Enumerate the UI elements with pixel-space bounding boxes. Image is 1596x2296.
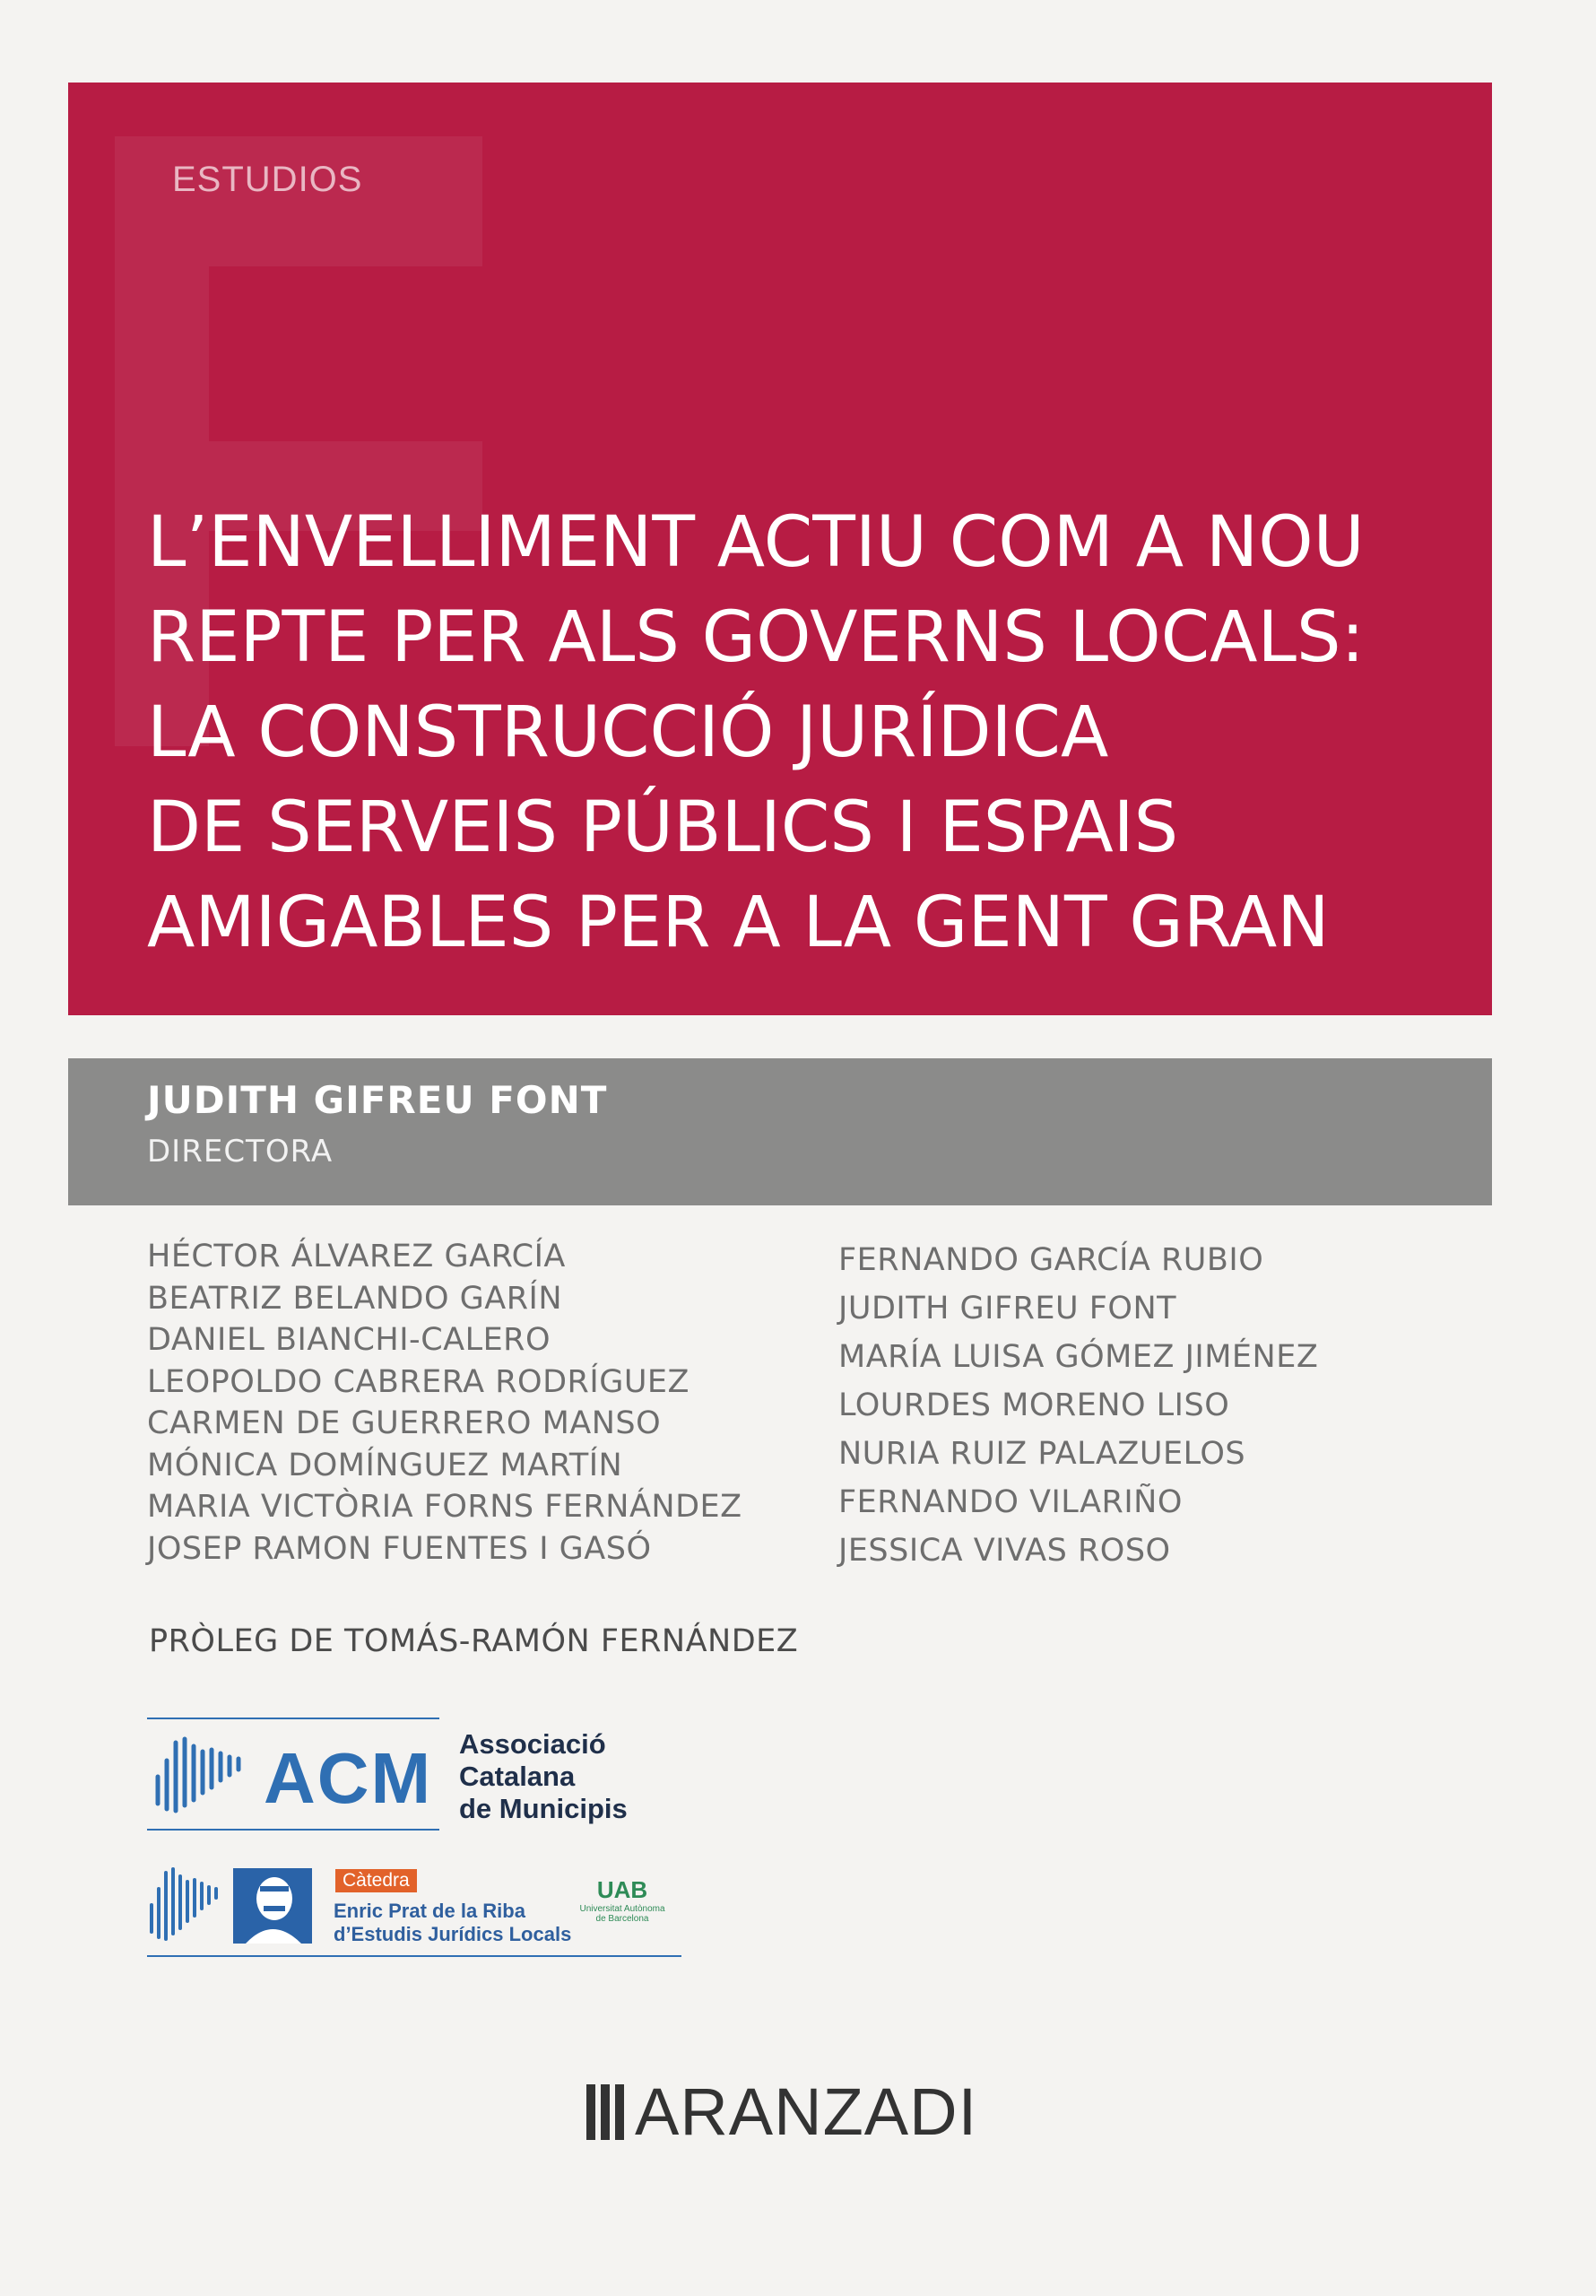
catedra-tag: Càtedra bbox=[335, 1869, 417, 1892]
acm-name-line: Catalana bbox=[459, 1761, 576, 1792]
contributor-name: LEOPOLDO CABRERA RODRÍGUEZ bbox=[147, 1363, 690, 1400]
acm-name-line: de Municipis bbox=[459, 1793, 628, 1824]
title-line: AMIGABLES PER A LA GENT GRAN bbox=[147, 883, 1330, 963]
catalonia-map-icon bbox=[147, 1866, 222, 1943]
director-role: DIRECTORA bbox=[147, 1134, 334, 1170]
publisher-bars-icon bbox=[586, 2084, 631, 2140]
contributor-name: MÓNICA DOMÍNGUEZ MARTÍN bbox=[147, 1447, 623, 1483]
director-name: JUDITH GIFREU FONT bbox=[147, 1078, 608, 1122]
contributor-name: HÉCTOR ÁLVAREZ GARCÍA bbox=[147, 1239, 566, 1274]
uab-full-name-line: Universitat Autònoma bbox=[579, 1904, 665, 1914]
title-panel bbox=[68, 83, 1492, 1015]
series-label: ESTUDIOS bbox=[172, 160, 363, 199]
director-band bbox=[68, 1058, 1492, 1205]
contributor-name: BEATRIZ BELANDO GARÍN bbox=[147, 1280, 563, 1317]
contributor-name: CARMEN DE GUERRERO MANSO bbox=[147, 1405, 662, 1441]
contributor-name: DANIEL BIANCHI-CALERO bbox=[147, 1322, 551, 1358]
contributor-name: JUDITH GIFREU FONT bbox=[838, 1291, 1177, 1326]
title-line: L’ENVELLIMENT ACTIU COM A NOU bbox=[147, 502, 1365, 583]
contributor-name: JOSEP RAMON FUENTES I GASÓ bbox=[147, 1530, 652, 1567]
catalonia-map-icon bbox=[152, 1734, 256, 1814]
publisher-logo bbox=[583, 2072, 986, 2149]
title-line: LA CONSTRUCCIÓ JURÍDICA bbox=[147, 692, 1109, 773]
contributors-right-column bbox=[838, 1236, 1318, 1575]
publisher-name: ARANZADI bbox=[635, 2074, 978, 2149]
contributor-name: JESSICA VIVAS ROSO bbox=[838, 1533, 1171, 1569]
acm-abbreviation: ACM bbox=[264, 1738, 433, 1818]
book-title bbox=[147, 495, 1474, 970]
title-line: DE SERVEIS PÚBLICS I ESPAIS bbox=[147, 787, 1179, 868]
contributor-name: MARIA VICTÒRIA FORNS FERNÁNDEZ bbox=[147, 1489, 742, 1525]
catedra-name bbox=[334, 1900, 571, 1946]
contributor-name: FERNANDO VILARIÑO bbox=[838, 1484, 1183, 1520]
contributor-name: MARÍA LUISA GÓMEZ JIMÉNEZ bbox=[838, 1339, 1319, 1375]
uab-abbreviation: UAB bbox=[596, 1876, 648, 1903]
portrait-icon bbox=[233, 1868, 312, 1944]
contributor-name: FERNANDO GARCÍA RUBIO bbox=[838, 1242, 1264, 1278]
catedra-name-line: Enric Prat de la Riba bbox=[334, 1900, 525, 1922]
acm-logo bbox=[147, 1718, 685, 1834]
contributor-name: LOURDES MORENO LISO bbox=[838, 1387, 1230, 1423]
catedra-uab-logos bbox=[147, 1855, 685, 1959]
acm-full-name bbox=[459, 1728, 628, 1825]
uab-full-name-line: de Barcelona bbox=[595, 1914, 649, 1924]
acm-name-line: Associació bbox=[459, 1728, 606, 1760]
catedra-name-line: d’Estudis Jurídics Locals bbox=[334, 1923, 572, 1945]
prologue-credit: PRÒLEG DE TOMÁS-RAMÓN FERNÁNDEZ bbox=[149, 1623, 799, 1659]
title-line: REPTE PER ALS GOVERNS LOCALS: bbox=[147, 597, 1365, 678]
uab-logo bbox=[568, 1876, 676, 1924]
contributor-name: NURIA RUIZ PALAZUELOS bbox=[838, 1436, 1246, 1472]
contributors-left-column bbox=[147, 1236, 742, 1570]
